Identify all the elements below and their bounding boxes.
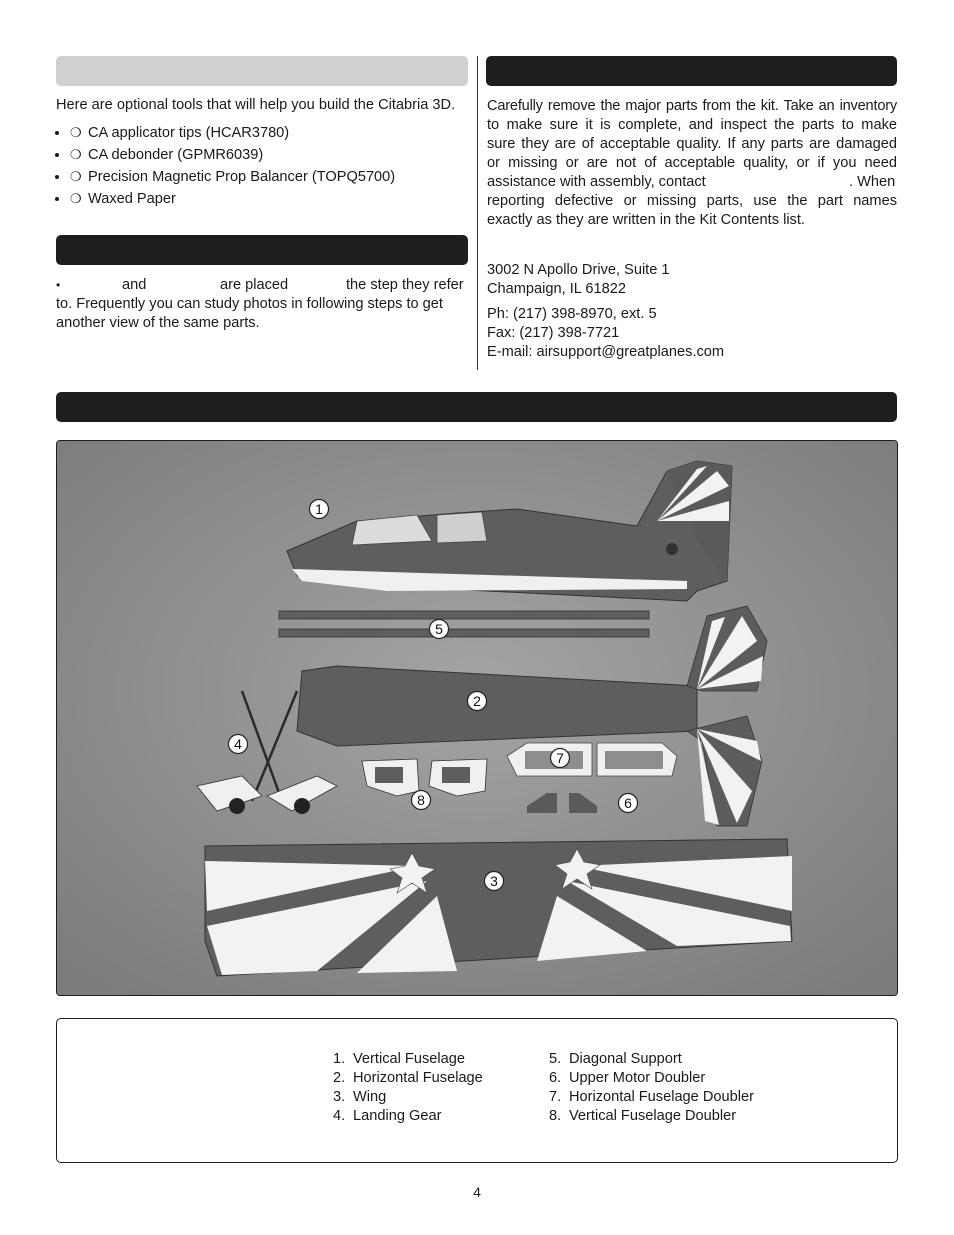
svg-text:7: 7 xyxy=(556,750,564,766)
svg-text:1: 1 xyxy=(315,501,323,517)
column-divider xyxy=(477,56,478,370)
kit-content-item: 7. Horizontal Fuselage Doubler xyxy=(549,1089,754,1105)
page-number: 4 xyxy=(473,1184,481,1200)
kit-content-item: 2. Horizontal Fuselage xyxy=(333,1070,483,1086)
kit-content-item: 1. Vertical Fuselage xyxy=(333,1051,465,1067)
callout-1 xyxy=(310,500,329,519)
tool-item[interactable]: • ❍ Precision Magnetic Prop Balancer (TOPQ5700) xyxy=(70,166,395,188)
tool-item[interactable]: • ❍ CA debonder (GPMR6039) xyxy=(70,144,395,166)
kit-content-item: 8. Vertical Fuselage Doubler xyxy=(549,1108,737,1124)
callout-4 xyxy=(229,735,248,754)
tool-item[interactable]: • ❍ Waxed Paper xyxy=(70,188,395,210)
callout-8 xyxy=(412,791,431,810)
checkbox-circle-icon[interactable]: ❍ xyxy=(70,191,82,206)
horizontal-fuselage-doubler-part xyxy=(507,743,677,776)
svg-text:3: 3 xyxy=(490,873,498,889)
optional-tools-list xyxy=(70,122,395,210)
callout-7 xyxy=(551,749,570,768)
optional-tools-header xyxy=(56,56,468,86)
kit-content-item: 6. Upper Motor Doubler xyxy=(549,1070,706,1086)
kit-contents-col2 xyxy=(549,1050,754,1126)
address-street: 3002 N Apollo Drive, Suite 1 xyxy=(487,262,670,278)
svg-text:6: 6 xyxy=(624,795,632,811)
kit-parts-photo xyxy=(56,440,898,996)
address-phone: Ph: (217) 398-8970, ext. 5 xyxy=(487,306,657,322)
svg-text:2: 2 xyxy=(473,693,481,709)
kit-content-item: 4. Landing Gear xyxy=(333,1108,442,1124)
callout-3 xyxy=(485,872,504,891)
callout-6 xyxy=(619,794,638,813)
kit-contents-col1 xyxy=(333,1050,483,1126)
kit-parts-illustration xyxy=(57,441,897,995)
photos-note-header xyxy=(56,235,468,265)
checkbox-circle-icon[interactable]: ❍ xyxy=(70,169,82,184)
optional-tools-intro: Here are optional tools that will help you build the Citabria 3D. xyxy=(56,97,456,113)
tool-item[interactable]: • ❍ CA applicator tips (HCAR3780) xyxy=(70,122,395,144)
address-email[interactable]: E-mail: airsupport@greatplanes.com xyxy=(487,344,725,360)
checkbox-circle-icon[interactable]: ❍ xyxy=(70,147,82,162)
kit-content-item: 5. Diagonal Support xyxy=(549,1051,682,1067)
kit-content-item: 3. Wing xyxy=(333,1089,387,1105)
kit-contents-header xyxy=(56,392,897,422)
callout-2 xyxy=(468,692,487,711)
svg-text:5: 5 xyxy=(435,621,443,637)
svg-text:8: 8 xyxy=(417,792,425,808)
address-city: Champaign, IL 61822 xyxy=(487,281,627,297)
address-fax: Fax: (217) 398-7721 xyxy=(487,325,620,341)
svg-text:4: 4 xyxy=(234,736,242,752)
checkbox-circle-icon[interactable]: ❍ xyxy=(70,125,82,140)
inventory-header xyxy=(486,56,897,86)
bullet: • xyxy=(56,278,61,292)
callout-5 xyxy=(430,620,449,639)
